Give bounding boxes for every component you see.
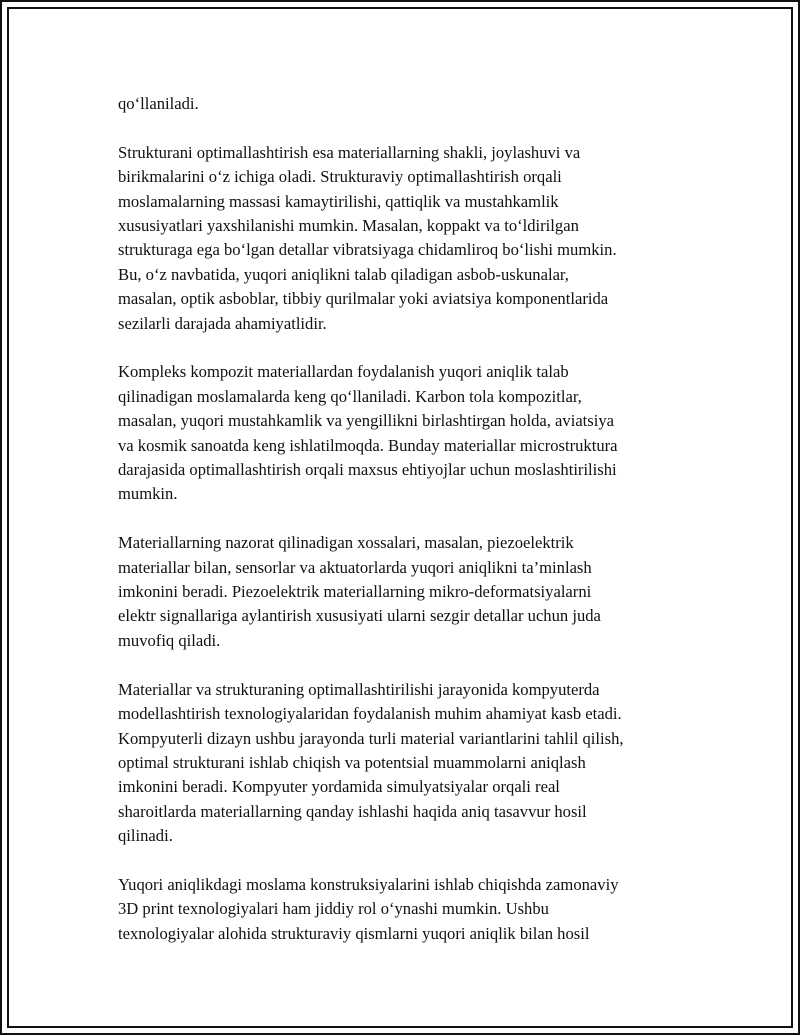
text-line: Kompyuterli dizayn ushbu jarayonda turli material variantlarini tahlil qilish,: [118, 728, 624, 748]
text-line: Strukturani optimallashtirish esa materiallarning shakli, joylashuvi va: [118, 142, 581, 162]
text-line: optimal strukturani ishlab chiqish va potentsial muammolarni aniqlash: [118, 752, 586, 772]
text-line: texnologiyalar alohida strukturaviy qismlarni yuqori aniqlik bilan hosil: [118, 923, 590, 943]
paragraph: [118, 678, 718, 849]
text-line: elektr signallariga aylantirish xususiyati ularni sezgir detallar uchun juda: [118, 606, 601, 626]
text-line: imkonini beradi. Piezoelektrik materiallarning mikro-deformatsiyalarni: [118, 582, 592, 602]
text-line: sezilarli darajada ahamiyatlidir.: [118, 313, 327, 333]
text-line: materiallar bilan, sensorlar va aktuatorlarda yuqori aniqlikni ta’minlash: [118, 557, 592, 577]
text-line: birikmalarini o‘z ichiga oladi. Strukturaviy optimallashtirish orqali: [118, 167, 562, 187]
text-line: Materiallar va strukturaning optimallashtirilishi jarayonida kompyuterda: [118, 679, 600, 699]
text-line: moslamalarning massasi kamaytirilishi, qattiqlik va mustahkamlik: [118, 191, 559, 211]
paragraph: [118, 360, 718, 506]
text-line: masalan, yuqori mustahkamlik va yengillikni birlashtirgan holda, aviatsiya: [118, 411, 615, 431]
text-line: sharoitlarda materiallarning qanday ishlashi haqida aniq tasavvur hosil: [118, 801, 587, 821]
text-line: imkonini beradi. Kompyuter yordamida simulyatsiyalar orqali real: [118, 777, 560, 797]
text-line: muvofiq qiladi.: [118, 630, 221, 650]
text-line: va kosmik sanoatda keng ishlatilmoqda. Bunday materiallar microstruktura: [118, 435, 618, 455]
text-line: strukturaga ega bo‘lgan detallar vibratsiyaga chidamliroq bo‘lishi mumkin.: [118, 240, 617, 260]
text-line: Kompleks kompozit materiallardan foydalanish yuqori aniqlik talab: [118, 362, 569, 382]
text-line: xususiyatlari yaxshilanishi mumkin. Masalan, koppakt va to‘ldirilgan: [118, 216, 579, 236]
text-line: Yuqori aniqlikdagi moslama konstruksiyalarini ishlab chiqishda zamonaviy: [118, 874, 619, 894]
paragraph: [118, 141, 718, 336]
text-line: darajasida optimallashtirish orqali maxsus ehtiyojlar uchun moslashtirilishi: [118, 460, 617, 480]
text-line: masalan, optik asboblar, tibbiy qurilmalar yoki aviatsiya komponentlarida: [118, 289, 609, 309]
paragraph: [118, 531, 718, 653]
text-line: 3D print texnologiyalari ham jiddiy rol o‘ynashi mumkin. Ushbu: [118, 899, 549, 919]
text-line: Materiallarning nazorat qilinadigan xossalari, masalan, piezoelektrik: [118, 533, 574, 553]
text-line: Bu, o‘z navbatida, yuqori aniqlikni talab qiladigan asbob-uskunalar,: [118, 264, 569, 284]
document-body: [118, 92, 718, 971]
text-line: qo‘llaniladi.: [118, 94, 199, 113]
text-line: modellashtirish texnologiyalaridan foydalanish muhim ahamiyat kasb etadi.: [118, 704, 622, 724]
text-line: qilinadi.: [118, 826, 173, 846]
text-line: qilinadigan moslamalarda keng qo‘llaniladi. Karbon tola kompozitlar,: [118, 386, 582, 406]
paragraph: [118, 873, 718, 946]
paragraph: [118, 92, 718, 116]
text-line: mumkin.: [118, 484, 178, 504]
